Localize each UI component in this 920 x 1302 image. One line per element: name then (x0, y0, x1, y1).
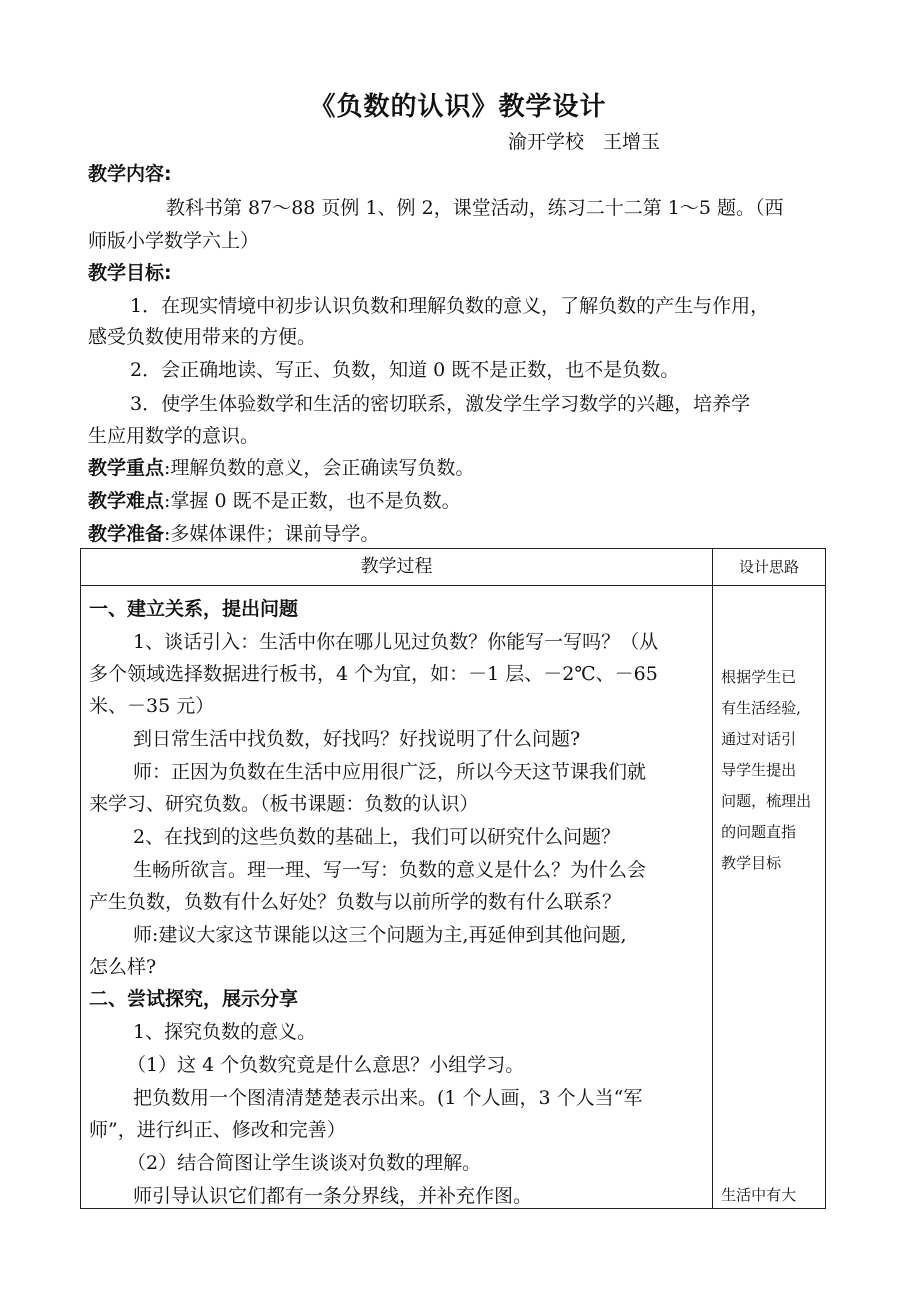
notes-column-header: 设计思路 (713, 549, 826, 586)
key-point-text: :理解负数的意义，会正确读写负数。 (164, 457, 475, 479)
prep-row (88, 517, 828, 551)
content-heading: 教学内容: (88, 163, 172, 185)
section-heading: 一、建立关系，提出问题 (89, 598, 299, 620)
note-line: 教学目标 (721, 854, 782, 872)
process-line: 师”，进行纠正、修改和完善） (89, 1119, 346, 1141)
prep-label: 教学准备 (88, 523, 165, 545)
process-line: 产生负数，负数有什么好处？负数与以前所学的数有什么联系？ (89, 891, 622, 913)
process-line: 把负数用一个图清清楚楚表示出来。(1 个人画，3 个人当“军 (133, 1087, 643, 1109)
process-line: （2）结合简图让学生谈谈对负数的理解。 (127, 1152, 482, 1174)
process-cell (81, 586, 713, 1209)
note-line: 导学生提出 (721, 761, 797, 779)
note-line: 有生活经验, (721, 699, 801, 717)
goals-heading: 教学目标: (88, 262, 172, 284)
process-column-header: 教学过程 (81, 549, 713, 586)
process-line: 多个领域选择数据进行板书，4 个为宜，如：－1 层、－2℃、－65 (89, 663, 658, 685)
process-line: 来学习、研究负数。（板书课题：负数的认识） (89, 793, 479, 815)
page-title: 《负数的认识》教学设计 (309, 92, 607, 122)
process-line: 到日常生活中找负数，好找吗？好找说明了什么问题? (133, 728, 581, 750)
goal-line: 1．在现实情境中初步认识负数和理解负数的意义，了解负数的产生与作用， (130, 295, 770, 317)
difficulty-row (88, 484, 828, 518)
process-line: 1、探究负数的意义。 (133, 1021, 317, 1043)
note-line: 根据学生已 (721, 668, 797, 686)
process-line: 1、谈话引入：生活中你在哪儿见过负数？你能写一写吗？（从 (133, 631, 659, 653)
section-heading: 二、尝试探究，展示分享 (89, 988, 299, 1010)
goal-line: 感受负数使用带来的方便。 (88, 326, 317, 348)
process-line: 生畅所欲言。理一理、写一写：负数的意义是什么？为什么会 (133, 859, 647, 881)
process-line: 师:建议大家这节课能以这三个问题为主,再延伸到其他问题, (133, 924, 627, 946)
process-line: 师：正因为负数在生活中应用很广泛，所以今天这节课我们就 (133, 761, 647, 783)
process-line: 师引导认识它们都有一条分界线，并补充作图。 (133, 1185, 533, 1207)
difficulty-label: 教学难点 (88, 490, 165, 512)
key-point-row (88, 451, 828, 485)
content-line: 师版小学数学六上） (88, 230, 260, 252)
note-line: 生活中有大 (721, 1186, 797, 1204)
goal-line: 生应用数学的意识。 (88, 425, 260, 447)
process-line: 怎么样? (89, 956, 157, 978)
note-line: 通过对话引 (721, 730, 797, 748)
key-point-label: 教学重点 (88, 457, 165, 479)
process-line: （1）这 4 个负数究竟是什么意思？小组学习。 (127, 1054, 525, 1076)
process-line: 米、－35 元） (89, 695, 215, 717)
prep-text: :多媒体课件；课前导学。 (164, 523, 380, 545)
note-line: 的问题直指 (721, 823, 797, 841)
difficulty-text: :掌握 0 既不是正数，也不是负数。 (164, 490, 461, 512)
content-line: 教科书第 87～88 页例 1、例 2，课堂活动，练习二十二第 1～5 题。（西 (166, 197, 784, 219)
process-line: 2、在找到的这些负数的基础上，我们可以研究什么问题？ (133, 826, 621, 848)
note-line: 问题，梳理出 (721, 792, 812, 810)
process-table (80, 548, 826, 1209)
author-byline: 渝开学校 王增玉 (508, 131, 661, 153)
notes-cell (713, 586, 826, 1209)
goal-line: 2．会正确地读、写正、负数，知道 0 既不是正数，也不是负数。 (130, 359, 680, 381)
goal-line: 3．使学生体验数学和生活的密切联系，激发学生学习数学的兴趣，培养学 (130, 393, 751, 415)
